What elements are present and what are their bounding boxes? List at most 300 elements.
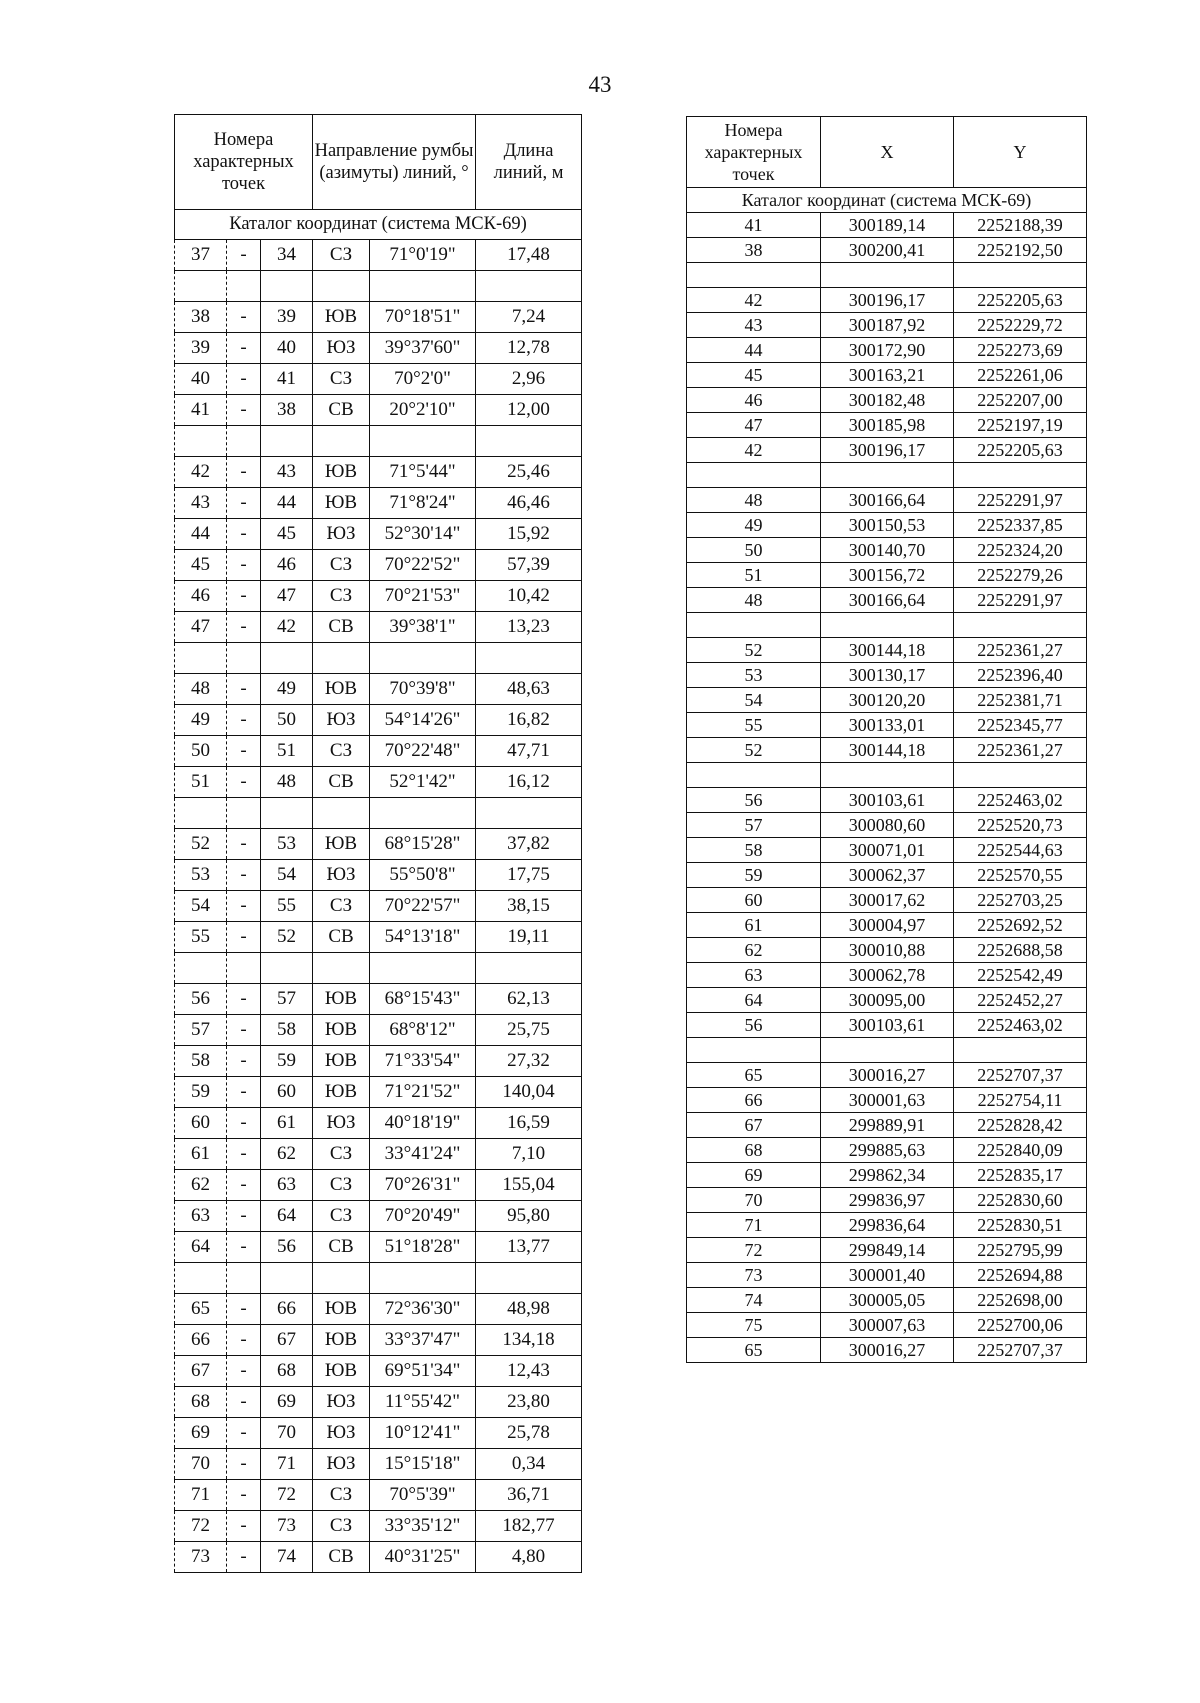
blank-cell [261, 1263, 313, 1294]
segment-row [175, 1139, 582, 1170]
from-point: 65 [175, 1294, 227, 1325]
point-number: 67 [687, 1113, 821, 1138]
from-point: 58 [175, 1046, 227, 1077]
rumb: ЮВ [313, 302, 370, 333]
x-coordinate: 300120,20 [821, 688, 954, 713]
from-point: 70 [175, 1449, 227, 1480]
from-point: 60 [175, 1108, 227, 1139]
y-coordinate: 2252396,40 [954, 663, 1087, 688]
azimuth: 70°22'57" [370, 891, 476, 922]
x-coordinate: 299889,91 [821, 1113, 954, 1138]
azimuth: 71°33'54" [370, 1046, 476, 1077]
segment-row [175, 860, 582, 891]
point-number: 47 [687, 413, 821, 438]
blank-cell [261, 271, 313, 302]
segment-row [175, 364, 582, 395]
blank-cell [687, 463, 821, 488]
rumb: СЗ [313, 364, 370, 395]
line-length: 48,98 [476, 1294, 582, 1325]
blank-cell [687, 1038, 821, 1063]
coordinate-row [687, 1188, 1087, 1213]
segment-row [175, 612, 582, 643]
rumb: СВ [313, 1542, 370, 1573]
coordinate-row [687, 363, 1087, 388]
point-number: 51 [687, 563, 821, 588]
blank-cell [370, 426, 476, 457]
from-point: 68 [175, 1387, 227, 1418]
coordinate-row [687, 913, 1087, 938]
separator: - [227, 333, 261, 364]
from-point: 43 [175, 488, 227, 519]
coordinate-row [687, 663, 1087, 688]
blank-cell [954, 263, 1087, 288]
separator: - [227, 705, 261, 736]
y-coordinate: 2252688,58 [954, 938, 1087, 963]
separator: - [227, 581, 261, 612]
x-coordinate: 299836,64 [821, 1213, 954, 1238]
blank-row [175, 426, 582, 457]
point-number: 38 [687, 238, 821, 263]
x-coordinate: 300189,14 [821, 213, 954, 238]
point-number: 74 [687, 1288, 821, 1313]
rumb: СВ [313, 1232, 370, 1263]
rumb: СЗ [313, 891, 370, 922]
y-coordinate: 2252570,55 [954, 863, 1087, 888]
azimuth: 72°36'30" [370, 1294, 476, 1325]
line-length: 155,04 [476, 1170, 582, 1201]
segment-row [175, 705, 582, 736]
point-number: 58 [687, 838, 821, 863]
to-point: 72 [261, 1480, 313, 1511]
x-coordinate: 299885,63 [821, 1138, 954, 1163]
header-length: Длина линий, м [476, 115, 582, 210]
coordinate-row [687, 963, 1087, 988]
coordinate-row [687, 813, 1087, 838]
point-number: 68 [687, 1138, 821, 1163]
segment-row [175, 333, 582, 364]
point-number: 57 [687, 813, 821, 838]
to-point: 42 [261, 612, 313, 643]
separator: - [227, 1387, 261, 1418]
segment-row [175, 1542, 582, 1573]
line-length: 7,10 [476, 1139, 582, 1170]
x-coordinate: 300156,72 [821, 563, 954, 588]
separator: - [227, 488, 261, 519]
line-length: 25,46 [476, 457, 582, 488]
point-number: 61 [687, 913, 821, 938]
segment-row [175, 922, 582, 953]
catalog-title: Каталог координат (система МСК-69) [687, 188, 1087, 213]
separator: - [227, 1201, 261, 1232]
blank-cell [313, 643, 370, 674]
point-number: 69 [687, 1163, 821, 1188]
separator: - [227, 1418, 261, 1449]
blank-row [687, 463, 1087, 488]
x-coordinate: 300017,62 [821, 888, 954, 913]
point-number: 66 [687, 1088, 821, 1113]
blank-cell [227, 798, 261, 829]
azimuth: 70°26'31" [370, 1170, 476, 1201]
segment-table-header [175, 115, 582, 210]
x-coordinate: 300144,18 [821, 738, 954, 763]
coordinate-row [687, 838, 1087, 863]
to-point: 57 [261, 984, 313, 1015]
segment-row [175, 1418, 582, 1449]
line-length: 7,24 [476, 302, 582, 333]
separator: - [227, 767, 261, 798]
coordinate-row [687, 788, 1087, 813]
to-point: 44 [261, 488, 313, 519]
blank-cell [821, 263, 954, 288]
segment-row [175, 395, 582, 426]
segment-row [175, 1232, 582, 1263]
coordinate-row [687, 1088, 1087, 1113]
line-length: 38,15 [476, 891, 582, 922]
line-length: 17,75 [476, 860, 582, 891]
to-point: 68 [261, 1356, 313, 1387]
azimuth: 70°21'53" [370, 581, 476, 612]
from-point: 37 [175, 240, 227, 271]
rumb: ЮЗ [313, 1449, 370, 1480]
y-coordinate: 2252692,52 [954, 913, 1087, 938]
coordinate-row [687, 288, 1087, 313]
azimuth: 70°39'8" [370, 674, 476, 705]
coordinate-row [687, 988, 1087, 1013]
coordinate-row [687, 538, 1087, 563]
coordinate-row [687, 313, 1087, 338]
y-coordinate: 2252205,63 [954, 438, 1087, 463]
rumb: ЮВ [313, 1325, 370, 1356]
separator: - [227, 612, 261, 643]
y-coordinate: 2252192,50 [954, 238, 1087, 263]
separator: - [227, 457, 261, 488]
blank-cell [175, 643, 227, 674]
y-coordinate: 2252381,71 [954, 688, 1087, 713]
coordinate-row [687, 863, 1087, 888]
coordinate-row [687, 1113, 1087, 1138]
header-y: Y [954, 117, 1087, 188]
separator: - [227, 1108, 261, 1139]
azimuth: 71°0'19" [370, 240, 476, 271]
to-point: 51 [261, 736, 313, 767]
x-coordinate: 300196,17 [821, 288, 954, 313]
point-number: 71 [687, 1213, 821, 1238]
rumb: ЮВ [313, 488, 370, 519]
line-length: 19,11 [476, 922, 582, 953]
to-point: 73 [261, 1511, 313, 1542]
rumb: ЮВ [313, 1046, 370, 1077]
from-point: 57 [175, 1015, 227, 1046]
from-point: 53 [175, 860, 227, 891]
separator: - [227, 1356, 261, 1387]
blank-cell [227, 1263, 261, 1294]
coordinate-row [687, 1213, 1087, 1238]
line-length: 47,71 [476, 736, 582, 767]
to-point: 63 [261, 1170, 313, 1201]
y-coordinate: 2252229,72 [954, 313, 1087, 338]
separator: - [227, 674, 261, 705]
x-coordinate: 300140,70 [821, 538, 954, 563]
coordinate-row [687, 213, 1087, 238]
segment-row [175, 829, 582, 860]
x-coordinate: 300062,37 [821, 863, 954, 888]
y-coordinate: 2252273,69 [954, 338, 1087, 363]
x-coordinate: 300172,90 [821, 338, 954, 363]
blank-row [687, 763, 1087, 788]
segment-row [175, 550, 582, 581]
catalog-title: Каталог координат (система МСК-69) [175, 210, 582, 240]
line-length: 25,78 [476, 1418, 582, 1449]
coordinate-row [687, 1238, 1087, 1263]
x-coordinate: 300071,01 [821, 838, 954, 863]
separator: - [227, 1232, 261, 1263]
segment-row [175, 1480, 582, 1511]
blank-cell [313, 953, 370, 984]
azimuth: 40°31'25" [370, 1542, 476, 1573]
point-number: 75 [687, 1313, 821, 1338]
blank-cell [687, 763, 821, 788]
separator: - [227, 860, 261, 891]
x-coordinate: 300187,92 [821, 313, 954, 338]
azimuth: 55°50'8" [370, 860, 476, 891]
separator: - [227, 364, 261, 395]
separator: - [227, 1170, 261, 1201]
y-coordinate: 2252542,49 [954, 963, 1087, 988]
x-coordinate: 300185,98 [821, 413, 954, 438]
blank-cell [821, 1038, 954, 1063]
to-point: 64 [261, 1201, 313, 1232]
blank-cell [370, 798, 476, 829]
y-coordinate: 2252754,11 [954, 1088, 1087, 1113]
x-coordinate: 300005,05 [821, 1288, 954, 1313]
x-coordinate: 300010,88 [821, 938, 954, 963]
to-point: 40 [261, 333, 313, 364]
y-coordinate: 2252337,85 [954, 513, 1087, 538]
from-point: 49 [175, 705, 227, 736]
x-coordinate: 300062,78 [821, 963, 954, 988]
separator: - [227, 1015, 261, 1046]
from-point: 66 [175, 1325, 227, 1356]
azimuth: 39°38'1" [370, 612, 476, 643]
azimuth: 70°18'51" [370, 302, 476, 333]
rumb: СВ [313, 612, 370, 643]
point-number: 42 [687, 438, 821, 463]
rumb: ЮВ [313, 829, 370, 860]
coordinate-row [687, 888, 1087, 913]
x-coordinate: 300001,40 [821, 1263, 954, 1288]
x-coordinate: 300007,63 [821, 1313, 954, 1338]
segment-table [174, 114, 582, 1573]
from-point: 62 [175, 1170, 227, 1201]
to-point: 46 [261, 550, 313, 581]
catalog-title-row [175, 210, 582, 240]
x-coordinate: 299862,34 [821, 1163, 954, 1188]
segment-row [175, 1015, 582, 1046]
blank-cell [370, 1263, 476, 1294]
x-coordinate: 300166,64 [821, 488, 954, 513]
line-length: 16,59 [476, 1108, 582, 1139]
azimuth: 68°15'28" [370, 829, 476, 860]
azimuth: 33°35'12" [370, 1511, 476, 1542]
rumb: СВ [313, 395, 370, 426]
to-point: 53 [261, 829, 313, 860]
line-length: 140,04 [476, 1077, 582, 1108]
blank-cell [954, 1038, 1087, 1063]
y-coordinate: 2252703,25 [954, 888, 1087, 913]
segment-row [175, 1449, 582, 1480]
coordinate-row [687, 688, 1087, 713]
y-coordinate: 2252463,02 [954, 1013, 1087, 1038]
separator: - [227, 891, 261, 922]
coordinate-row [687, 413, 1087, 438]
to-point: 55 [261, 891, 313, 922]
to-point: 49 [261, 674, 313, 705]
coordinate-row [687, 338, 1087, 363]
point-number: 62 [687, 938, 821, 963]
separator: - [227, 1511, 261, 1542]
blank-row [175, 953, 582, 984]
point-number: 59 [687, 863, 821, 888]
point-number: 60 [687, 888, 821, 913]
point-number: 44 [687, 338, 821, 363]
blank-cell [370, 643, 476, 674]
blank-row [175, 798, 582, 829]
from-point: 42 [175, 457, 227, 488]
point-number: 49 [687, 513, 821, 538]
blank-cell [476, 1263, 582, 1294]
blank-cell [175, 798, 227, 829]
line-length: 62,13 [476, 984, 582, 1015]
point-number: 46 [687, 388, 821, 413]
line-length: 23,80 [476, 1387, 582, 1418]
from-point: 38 [175, 302, 227, 333]
coordinate-row [687, 563, 1087, 588]
line-length: 13,77 [476, 1232, 582, 1263]
blank-row [687, 1038, 1087, 1063]
azimuth: 70°2'0" [370, 364, 476, 395]
rumb: СЗ [313, 736, 370, 767]
x-coordinate: 300196,17 [821, 438, 954, 463]
y-coordinate: 2252279,26 [954, 563, 1087, 588]
line-length: 182,77 [476, 1511, 582, 1542]
rumb: ЮВ [313, 674, 370, 705]
blank-cell [476, 643, 582, 674]
rumb: СЗ [313, 1480, 370, 1511]
header-direction: Направление румбы (азимуты) линий, ° [313, 115, 476, 210]
blank-cell [476, 271, 582, 302]
segment-row [175, 488, 582, 519]
blank-cell [313, 426, 370, 457]
segment-row [175, 519, 582, 550]
azimuth: 71°5'44" [370, 457, 476, 488]
line-length: 57,39 [476, 550, 582, 581]
coordinate-row [687, 938, 1087, 963]
point-number: 55 [687, 713, 821, 738]
blank-cell [175, 271, 227, 302]
from-point: 51 [175, 767, 227, 798]
x-coordinate: 300095,00 [821, 988, 954, 1013]
from-point: 46 [175, 581, 227, 612]
coordinate-row [687, 238, 1087, 263]
y-coordinate: 2252544,63 [954, 838, 1087, 863]
point-number: 65 [687, 1063, 821, 1088]
blank-cell [175, 1263, 227, 1294]
line-length: 12,00 [476, 395, 582, 426]
coordinate-row [687, 1163, 1087, 1188]
azimuth: 10°12'41" [370, 1418, 476, 1449]
segment-row [175, 891, 582, 922]
segment-row [175, 984, 582, 1015]
segment-row [175, 1387, 582, 1418]
blank-cell [370, 953, 476, 984]
to-point: 69 [261, 1387, 313, 1418]
from-point: 71 [175, 1480, 227, 1511]
x-coordinate: 300182,48 [821, 388, 954, 413]
line-length: 16,82 [476, 705, 582, 736]
x-coordinate: 300144,18 [821, 638, 954, 663]
azimuth: 71°21'52" [370, 1077, 476, 1108]
to-point: 62 [261, 1139, 313, 1170]
segment-row [175, 1294, 582, 1325]
from-point: 56 [175, 984, 227, 1015]
segment-row [175, 736, 582, 767]
to-point: 47 [261, 581, 313, 612]
line-length: 10,42 [476, 581, 582, 612]
azimuth: 39°37'60" [370, 333, 476, 364]
y-coordinate: 2252291,97 [954, 588, 1087, 613]
point-number: 56 [687, 1013, 821, 1038]
rumb: СЗ [313, 550, 370, 581]
blank-cell [476, 798, 582, 829]
coordinate-row [687, 488, 1087, 513]
line-length: 95,80 [476, 1201, 582, 1232]
line-length: 2,96 [476, 364, 582, 395]
from-point: 48 [175, 674, 227, 705]
coordinate-row [687, 588, 1087, 613]
rumb: ЮВ [313, 1015, 370, 1046]
blank-cell [313, 798, 370, 829]
line-length: 48,63 [476, 674, 582, 705]
rumb: СЗ [313, 1139, 370, 1170]
coordinates-table [686, 116, 1087, 1363]
rumb: ЮВ [313, 1294, 370, 1325]
separator: - [227, 240, 261, 271]
point-number: 53 [687, 663, 821, 688]
line-length: 17,48 [476, 240, 582, 271]
line-length: 15,92 [476, 519, 582, 550]
header-points: Номера характерных точек [175, 115, 313, 210]
from-point: 44 [175, 519, 227, 550]
coordinates-table-header [687, 117, 1087, 188]
header-x: X [821, 117, 954, 188]
blank-cell [954, 613, 1087, 638]
point-number: 41 [687, 213, 821, 238]
line-length: 46,46 [476, 488, 582, 519]
azimuth: 54°13'18" [370, 922, 476, 953]
rumb: ЮЗ [313, 705, 370, 736]
from-point: 45 [175, 550, 227, 581]
from-point: 41 [175, 395, 227, 426]
x-coordinate: 299849,14 [821, 1238, 954, 1263]
line-length: 27,32 [476, 1046, 582, 1077]
azimuth: 11°55'42" [370, 1387, 476, 1418]
to-point: 58 [261, 1015, 313, 1046]
azimuth: 40°18'19" [370, 1108, 476, 1139]
coordinate-row [687, 388, 1087, 413]
coordinate-row [687, 1138, 1087, 1163]
azimuth: 70°20'49" [370, 1201, 476, 1232]
azimuth: 33°37'47" [370, 1325, 476, 1356]
